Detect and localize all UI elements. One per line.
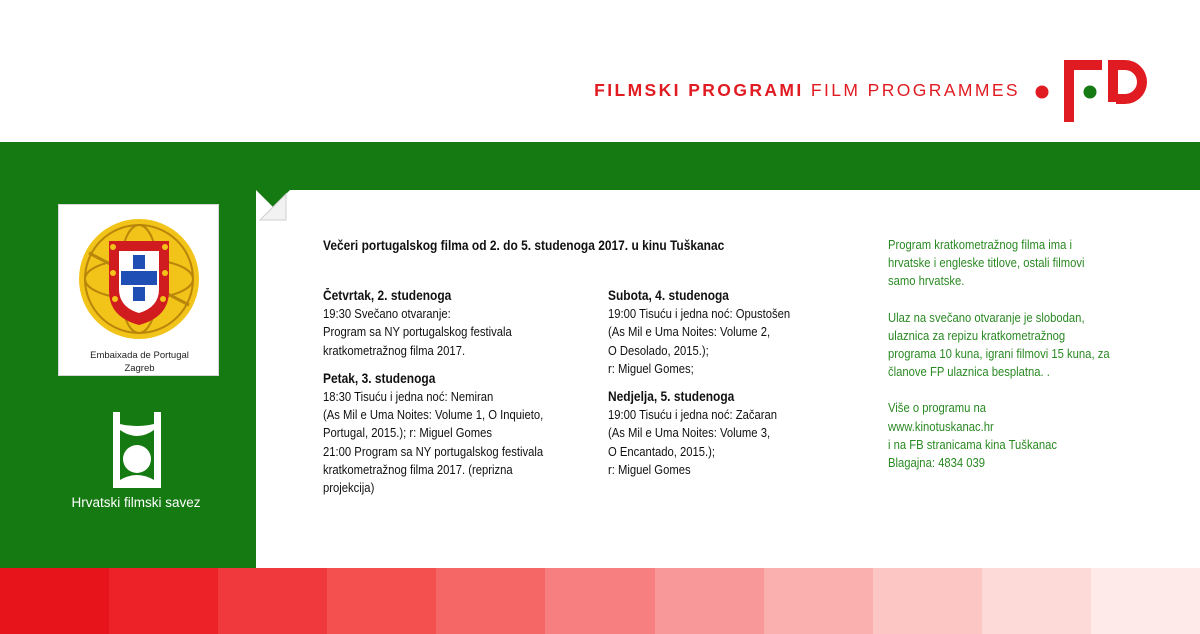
gradient-swatch <box>764 568 873 634</box>
hfs-name: Hrvatski filmski savez <box>71 495 201 510</box>
info-line: Više o programu na <box>888 400 987 416</box>
schedule-line: (As Mil e Uma Noites: Volume 2, <box>608 324 771 340</box>
schedule-line: 19:00 Tisuću i jedna noć: Začaran <box>608 407 778 423</box>
day-heading: Nedjelja, 5. studenoga <box>608 389 735 405</box>
hfs-logo-icon <box>113 412 161 488</box>
info-line: programa 10 kuna, igrani filmovi 15 kuna, za <box>888 346 1110 362</box>
schedule-line: Portugal, 2015.); r: Miguel Gomes <box>323 425 493 441</box>
day-heading: Četvrtak, 2. studenoga <box>323 288 452 303</box>
portugal-coat-of-arms-icon <box>69 213 209 345</box>
embassy-city: Zagreb <box>124 363 155 374</box>
gradient-swatch <box>109 568 218 634</box>
gradient-strip <box>0 568 1200 634</box>
info-line: hrvatske i engleske titlove, ostali filmovi <box>888 255 1085 271</box>
header <box>0 0 1200 142</box>
embassy-logo-box <box>58 204 219 376</box>
brand-wordmark <box>594 80 1020 101</box>
info-line: Program kratkometražnog filma ima i <box>888 237 1073 252</box>
schedule-line: 19:30 Svečano otvaranje: <box>323 306 451 322</box>
schedule-line: r: Miguel Gomes; <box>608 360 694 376</box>
schedule-line: O Desolado, 2015.); <box>608 342 709 358</box>
info-line: i na FB stranicama kina Tuškanac <box>888 436 1058 452</box>
info-line: Ulaz na svečano otvaranje je slobodan, <box>888 309 1085 325</box>
gradient-swatch <box>655 568 764 634</box>
fp-logo-icon <box>1030 58 1150 124</box>
day-heading: Subota, 4. studenoga <box>608 288 729 303</box>
website-link[interactable]: www.kinotuskanac.hr <box>888 418 994 434</box>
brand-regular: FILM PROGRAMMES <box>810 80 1020 100</box>
schedule-line: kratkometražnog filma 2017. (reprizna <box>323 461 513 477</box>
brand-bold: FILMSKI PROGRAMI <box>594 80 804 100</box>
schedule-column-left <box>323 287 587 497</box>
gradient-swatch <box>436 568 545 634</box>
folded-corner-icon <box>256 190 290 224</box>
schedule-line: (As Mil e Uma Noites: Volume 1, O Inquieto, <box>323 407 544 423</box>
schedule-column-right <box>608 287 837 479</box>
schedule-line: 18:30 Tisuću i jedna noć: Nemiran <box>323 389 494 405</box>
gradient-swatch <box>1091 568 1200 634</box>
gradient-swatch <box>873 568 982 634</box>
box-office-phone: Blagajna: 4834 039 <box>888 455 986 471</box>
info-column <box>888 236 1143 472</box>
program-title: Večeri portugalskog filma od 2. do 5. studenoga 2017. u kinu Tuškanac <box>323 238 725 253</box>
schedule-line: 21:00 Program sa NY portugalskog festivala <box>323 443 544 459</box>
embassy-name: Embaixada de Portugal <box>90 350 189 361</box>
schedule-line: 19:00 Tisuću i jedna noć: Opustošen <box>608 306 791 322</box>
schedule-line: r: Miguel Gomes <box>608 461 691 477</box>
gradient-swatch <box>218 568 327 634</box>
gradient-swatch <box>982 568 1091 634</box>
schedule-line: (As Mil e Uma Noites: Volume 3, <box>608 425 771 441</box>
gradient-swatch <box>327 568 436 634</box>
schedule-line: Program sa NY portugalskog festivala <box>323 324 512 340</box>
schedule-line: projekcija) <box>323 480 375 496</box>
info-line: samo hrvatske. <box>888 273 965 289</box>
schedule-line: kratkometražnog filma 2017. <box>323 342 466 358</box>
gradient-swatch <box>0 568 109 634</box>
schedule-line: O Encantado, 2015.); <box>608 443 716 459</box>
info-line: ulaznica za repizu kratkometražnog <box>888 327 1066 343</box>
info-line: članove FP ulaznica besplatna. . <box>888 364 1050 380</box>
day-heading: Petak, 3. studenoga <box>323 370 436 386</box>
gradient-swatch <box>545 568 654 634</box>
